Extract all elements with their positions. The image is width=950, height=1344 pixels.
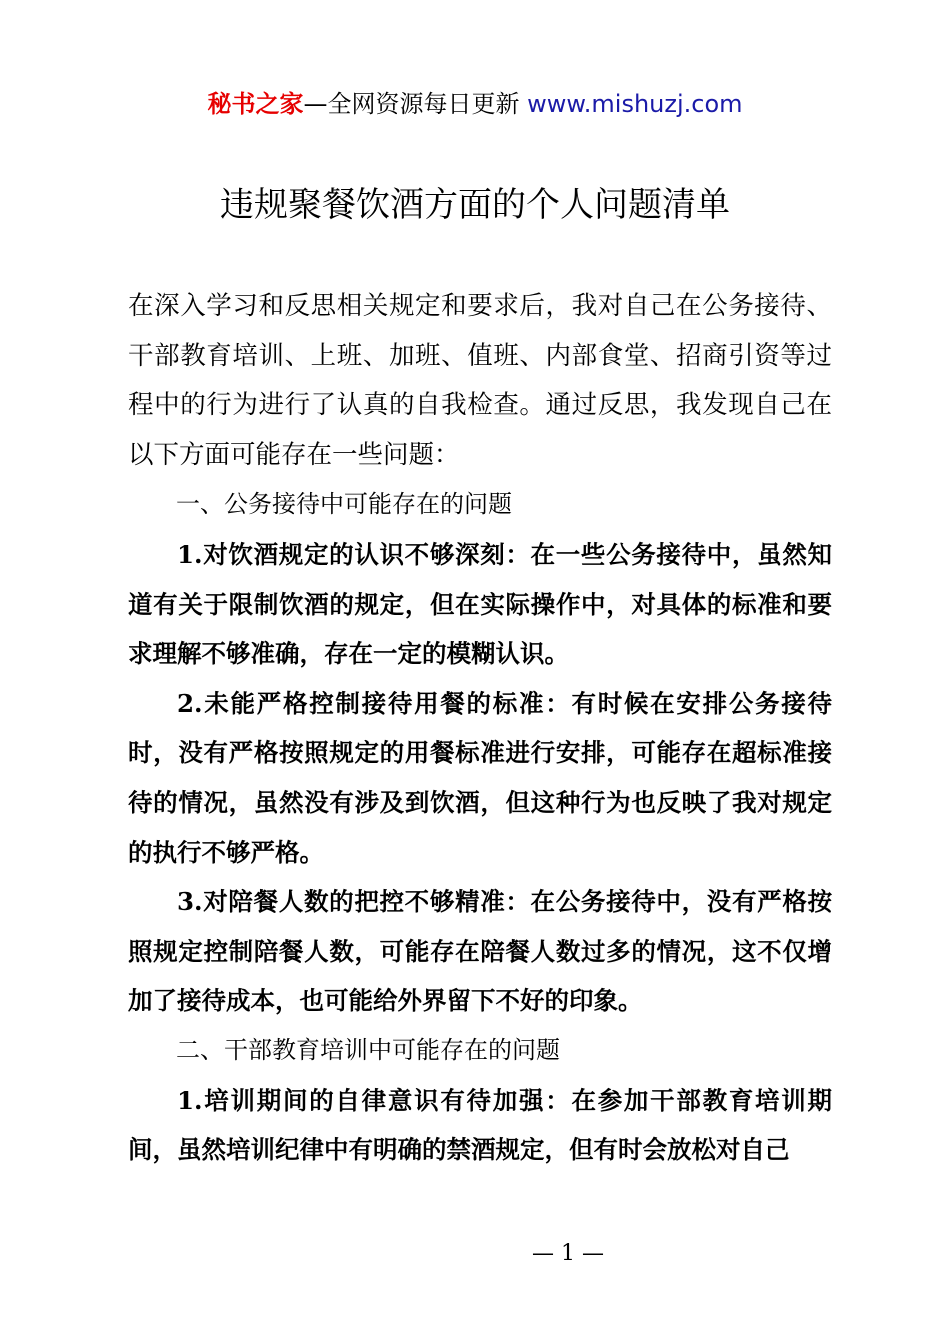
page-number: — 1 — bbox=[532, 1241, 604, 1266]
item-text: 培训期间的自律意识有待加强：在参加干部教育培训期间，虽然培训纪律中有明确的禁酒规定，但有时会放松对自己 bbox=[128, 1085, 832, 1165]
document-title: 违规聚餐饮酒方面的个人问题清单 bbox=[220, 185, 730, 225]
item-text: 对陪餐人数的把控不够精准：在公务接待中，没有严格按照规定控制陪餐人数，可能存在陪餐人数过多的情况，这不仅增加了接待成本，也可能给外界留下不好的印象。 bbox=[128, 887, 832, 1016]
section-1-item-2 bbox=[128, 679, 832, 877]
item-text: 对饮酒规定的认识不够深刻：在一些公务接待中，虽然知道有关于限制饮酒的规定，但在实际操作中，对具体的标准和要求理解不够准确，存在一定的模糊认识。 bbox=[128, 539, 832, 669]
header-tagline: —全网资源每日更新 bbox=[303, 90, 528, 118]
intro-paragraph: 在深入学习和反思相关规定和要求后，我对自己在公务接待、干部教育培训、上班、加班、值班、内部食堂、招商引资等过程中的行为进行了认真的自我检查。通过反思，我发现自己在以下方面可能存在一些问题： bbox=[128, 291, 832, 470]
brand-name: 秘书之家 bbox=[207, 90, 304, 118]
item-text: 未能严格控制接待用餐的标准：有时候在安排公务接待时，没有严格按照规定的用餐标准进行安排，可能存在超标准接待的情况，虽然没有涉及到饮酒，但这种行为也反映了我对规定的执行不够严格。 bbox=[128, 688, 832, 867]
site-header bbox=[0, 86, 950, 122]
document-body bbox=[128, 282, 832, 1175]
item-number: 1. bbox=[177, 1085, 203, 1115]
section-2-item-1 bbox=[128, 1076, 832, 1175]
section-heading-2: 二、干部教育培训中可能存在的问题 bbox=[176, 1035, 560, 1064]
item-number: 1. bbox=[177, 539, 203, 569]
section-1-item-3 bbox=[128, 877, 832, 1026]
item-number: 2. bbox=[177, 688, 203, 718]
site-url-link[interactable]: www.mishuzj.com bbox=[527, 90, 743, 118]
section-heading-1: 一、公务接待中可能存在的问题 bbox=[176, 490, 512, 519]
section-1-item-1 bbox=[128, 530, 832, 679]
item-number: 3. bbox=[177, 887, 203, 917]
